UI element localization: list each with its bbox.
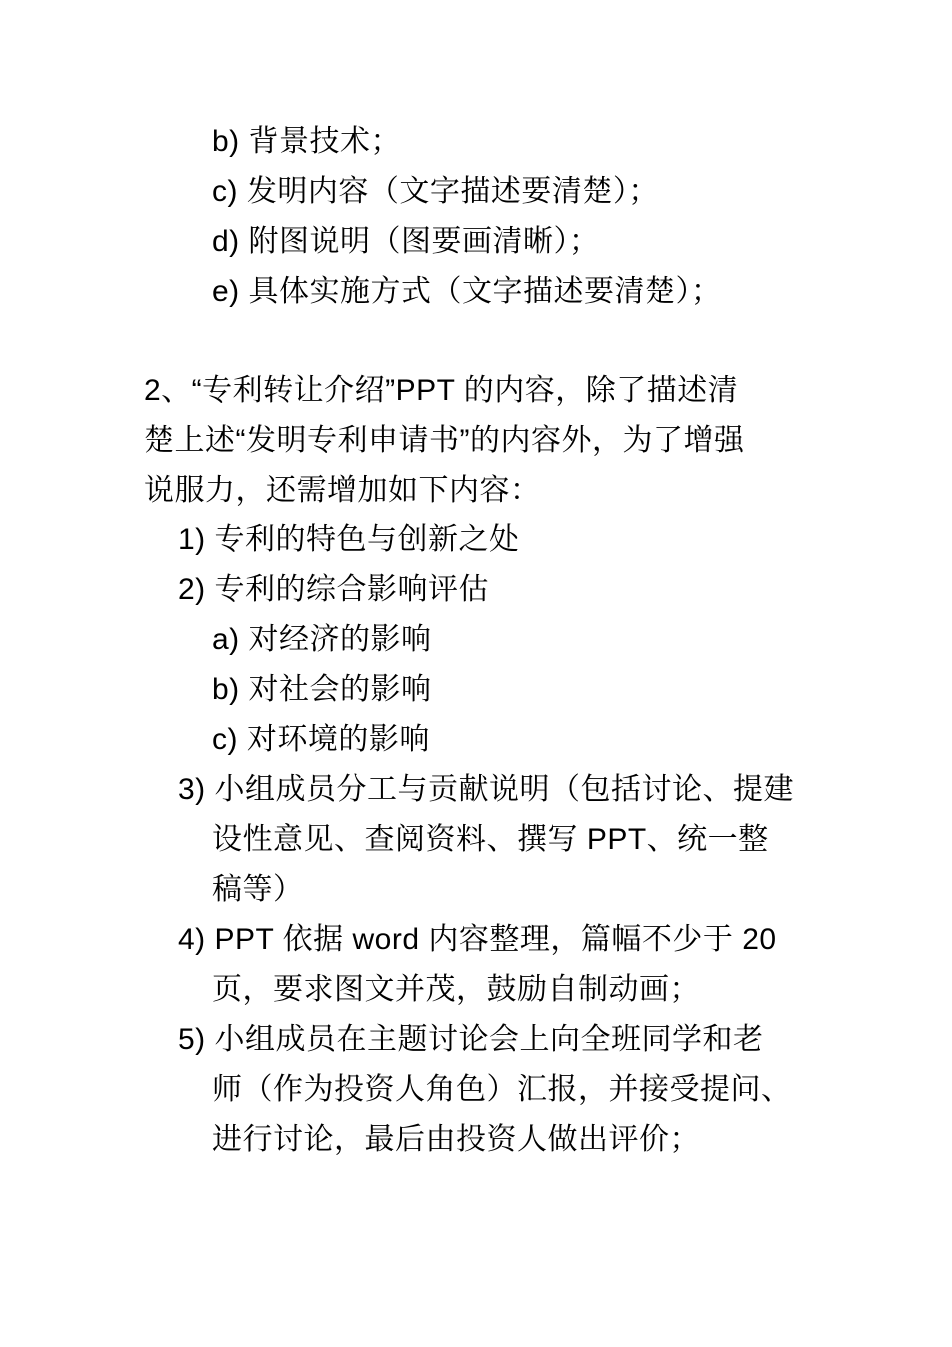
list-item [178, 565, 489, 615]
list-text: 小组成员在主题讨论会上向全班同学和老 [214, 1023, 764, 1056]
list-item [178, 915, 777, 965]
list-marker: 2) [178, 573, 206, 606]
list-text: 专利的特色与创新之处 [214, 523, 520, 556]
list-marker: 1) [178, 523, 206, 556]
list-continuation: 页，要求图文并茂，鼓励自制动画； [212, 973, 700, 1006]
list-item [212, 217, 600, 267]
list-marker: 4) [178, 923, 206, 956]
list-continuation: 进行讨论，最后由投资人做出评价； [212, 1123, 700, 1156]
list-text: 小组成员分工与贡献说明（包括讨论、提建 [214, 773, 795, 806]
paragraph-line: 2、“专利转让介绍”PPT 的内容，除了描述清 [144, 374, 739, 407]
list-text: 背景技术； [248, 125, 402, 158]
list-text: 附图说明（图要画清晰）； [248, 225, 600, 258]
list-text: 具体实施方式（文字描述要清楚）； [248, 275, 722, 308]
paragraph-line: 楚上述“发明专利申请书”的内容外，为了增强 [144, 424, 745, 457]
sub-list-item [212, 665, 432, 715]
list-continuation: 稿等） [212, 873, 304, 906]
list-marker: a) [212, 623, 240, 656]
list-text: 对环境的影响 [246, 723, 430, 756]
list-marker: b) [212, 125, 240, 158]
list-marker: c) [212, 723, 238, 756]
list-text: 对经济的影响 [248, 623, 432, 656]
list-marker: e) [212, 275, 240, 308]
list-text: 发明内容（文字描述要清楚）； [246, 175, 659, 208]
list-item [178, 515, 520, 565]
list-item [178, 1015, 764, 1065]
list-item [212, 167, 659, 217]
list-item [212, 117, 401, 167]
list-text: 专利的综合影响评估 [214, 573, 490, 606]
sub-list-item [212, 715, 430, 765]
list-continuation: 设性意见、查阅资料、撰写 PPT、统一整 [212, 823, 769, 856]
list-item [212, 267, 722, 317]
sub-list-item [212, 615, 432, 665]
list-marker: c) [212, 175, 238, 208]
list-marker: d) [212, 225, 240, 258]
list-marker: b) [212, 673, 240, 706]
list-item [178, 765, 794, 815]
list-text: PPT 依据 word 内容整理，篇幅不少于 20 [214, 923, 777, 956]
list-text: 对社会的影响 [248, 673, 432, 706]
list-continuation: 师（作为投资人角色）汇报，并接受提问、 [212, 1073, 792, 1106]
list-marker: 3) [178, 773, 206, 806]
list-marker: 5) [178, 1023, 206, 1056]
paragraph-line: 说服力，还需增加如下内容： [144, 474, 541, 507]
